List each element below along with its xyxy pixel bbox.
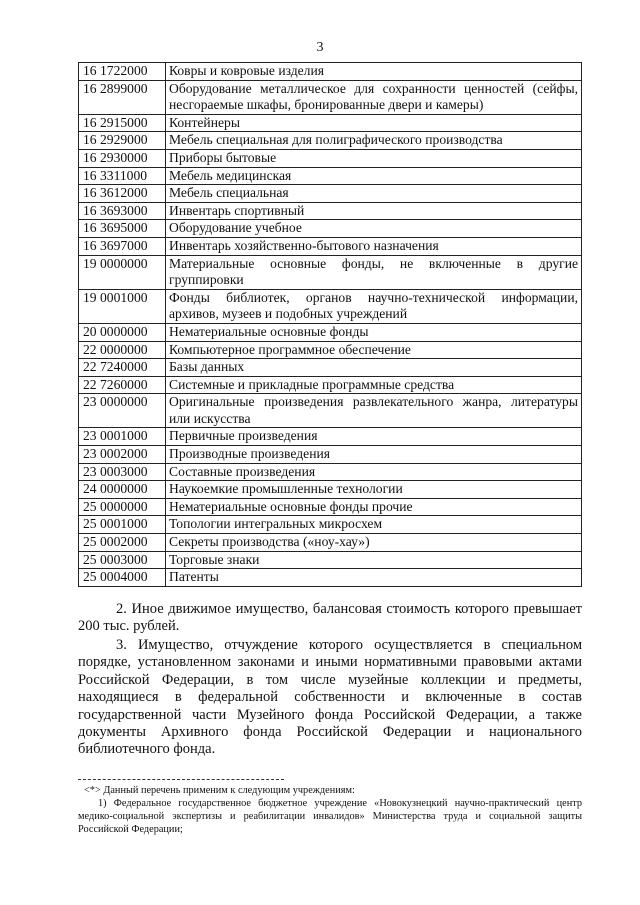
row-code: 25 0004000 bbox=[79, 569, 166, 587]
row-code: 23 0000000 bbox=[79, 394, 166, 428]
table-row bbox=[79, 534, 582, 552]
table-row bbox=[79, 63, 582, 81]
table-row bbox=[79, 114, 582, 132]
row-code: 22 0000000 bbox=[79, 341, 166, 359]
row-code: 25 0001000 bbox=[79, 516, 166, 534]
row-name: Базы данных bbox=[166, 359, 582, 377]
page-number: 3 bbox=[316, 40, 324, 55]
row-name: Патенты bbox=[166, 569, 582, 587]
table-row bbox=[79, 341, 582, 359]
row-name: Мебель специальная для полиграфического производства bbox=[166, 132, 582, 150]
row-code: 16 2930000 bbox=[79, 149, 166, 167]
footnote-item-1: 1) Федеральное государственное бюджетное учреждение «Новокузнецкий научно-практический центр медико-социальной экспертизы и реабилитации инвалидов» Министерства труда и социальной защиты Российской Федерации; bbox=[78, 798, 582, 835]
row-code: 25 0000000 bbox=[79, 498, 166, 516]
property-codes-table-body bbox=[79, 63, 582, 587]
table-row bbox=[79, 237, 582, 255]
row-name: Мебель специальная bbox=[166, 185, 582, 203]
row-name: Нематериальные основные фонды прочие bbox=[166, 498, 582, 516]
paragraph-3: 3. Имущество, отчуждение которого осуществляется в специальном порядке, установленном законами и иными нормативными правовыми актами Российской Федерации, в том числе музейные коллекции и предметы, находящиеся в федеральной собственности и включенные в состав государственной части Музейного фонда Российской Федерации, а также документы Архивного фонда Российской Федерации и национального библиотечного фонда. bbox=[78, 637, 582, 758]
footnote-intro: <*> Данный перечень применим к следующим учреждениям: bbox=[84, 785, 355, 796]
footnote-separator bbox=[78, 779, 284, 780]
table-row bbox=[79, 446, 582, 464]
row-name: Торговые знаки bbox=[166, 551, 582, 569]
row-code: 16 1722000 bbox=[79, 63, 166, 81]
row-name: Инвентарь спортивный bbox=[166, 202, 582, 220]
row-name: Оборудование учебное bbox=[166, 220, 582, 238]
table-row bbox=[79, 185, 582, 203]
row-name: Инвентарь хозяйственно-бытового назначения bbox=[166, 237, 582, 255]
row-code: 23 0003000 bbox=[79, 463, 166, 481]
row-code: 19 0000000 bbox=[79, 255, 166, 289]
table-row bbox=[79, 202, 582, 220]
table-row bbox=[79, 463, 582, 481]
row-code: 16 2915000 bbox=[79, 114, 166, 132]
row-code: 25 0003000 bbox=[79, 551, 166, 569]
row-code: 16 2899000 bbox=[79, 80, 166, 114]
row-name: Мебель медицинская bbox=[166, 167, 582, 185]
row-name: Производные произведения bbox=[166, 446, 582, 464]
table-row bbox=[79, 481, 582, 499]
row-code: 22 7240000 bbox=[79, 359, 166, 377]
row-name: Контейнеры bbox=[166, 114, 582, 132]
row-code: 19 0001000 bbox=[79, 289, 166, 323]
paragraph-2: 2. Иное движимое имущество, балансовая стоимость которого превышает 200 тыс. рублей. bbox=[78, 601, 582, 635]
table-row bbox=[79, 516, 582, 534]
row-code: 16 3612000 bbox=[79, 185, 166, 203]
table-row bbox=[79, 359, 582, 377]
table-row bbox=[79, 376, 582, 394]
row-code: 23 0002000 bbox=[79, 446, 166, 464]
row-name: Первичные произведения bbox=[166, 428, 582, 446]
row-name: Оборудование металлическое для сохранности ценностей (сейфы, несгораемые шкафы, бронированные двери и камеры) bbox=[166, 80, 582, 114]
table-row bbox=[79, 220, 582, 238]
row-name: Фонды библиотек, органов научно-технической информации, архивов, музеев и подобных учреждений bbox=[166, 289, 582, 323]
table-row bbox=[79, 167, 582, 185]
table-row bbox=[79, 394, 582, 428]
row-name: Оригинальные произведения развлекательного жанра, литературы или искусства bbox=[166, 394, 582, 428]
row-name: Компьютерное программное обеспечение bbox=[166, 341, 582, 359]
table-row bbox=[79, 551, 582, 569]
table-row bbox=[79, 255, 582, 289]
table-row bbox=[79, 428, 582, 446]
row-code: 23 0001000 bbox=[79, 428, 166, 446]
table-row bbox=[79, 80, 582, 114]
row-name: Наукоемкие промышленные технологии bbox=[166, 481, 582, 499]
row-name: Системные и прикладные программные средства bbox=[166, 376, 582, 394]
row-code: 25 0002000 bbox=[79, 534, 166, 552]
table-row bbox=[79, 149, 582, 167]
table-row bbox=[79, 498, 582, 516]
row-name: Материальные основные фонды, не включенные в другие группировки bbox=[166, 255, 582, 289]
row-code: 16 2929000 bbox=[79, 132, 166, 150]
row-code: 16 3693000 bbox=[79, 202, 166, 220]
row-code: 16 3695000 bbox=[79, 220, 166, 238]
table-row bbox=[79, 132, 582, 150]
row-name: Нематериальные основные фонды bbox=[166, 323, 582, 341]
table-row bbox=[79, 323, 582, 341]
table-row bbox=[79, 289, 582, 323]
row-code: 16 3311000 bbox=[79, 167, 166, 185]
row-code: 20 0000000 bbox=[79, 323, 166, 341]
row-name: Ковры и ковровые изделия bbox=[166, 63, 582, 81]
property-codes-table bbox=[78, 62, 582, 587]
row-name: Приборы бытовые bbox=[166, 149, 582, 167]
row-name: Составные произведения bbox=[166, 463, 582, 481]
row-name: Секреты производства («ноу-хау») bbox=[166, 534, 582, 552]
row-code: 24 0000000 bbox=[79, 481, 166, 499]
table-row bbox=[79, 569, 582, 587]
row-code: 16 3697000 bbox=[79, 237, 166, 255]
row-name: Топологии интегральных микросхем bbox=[166, 516, 582, 534]
row-code: 22 7260000 bbox=[79, 376, 166, 394]
